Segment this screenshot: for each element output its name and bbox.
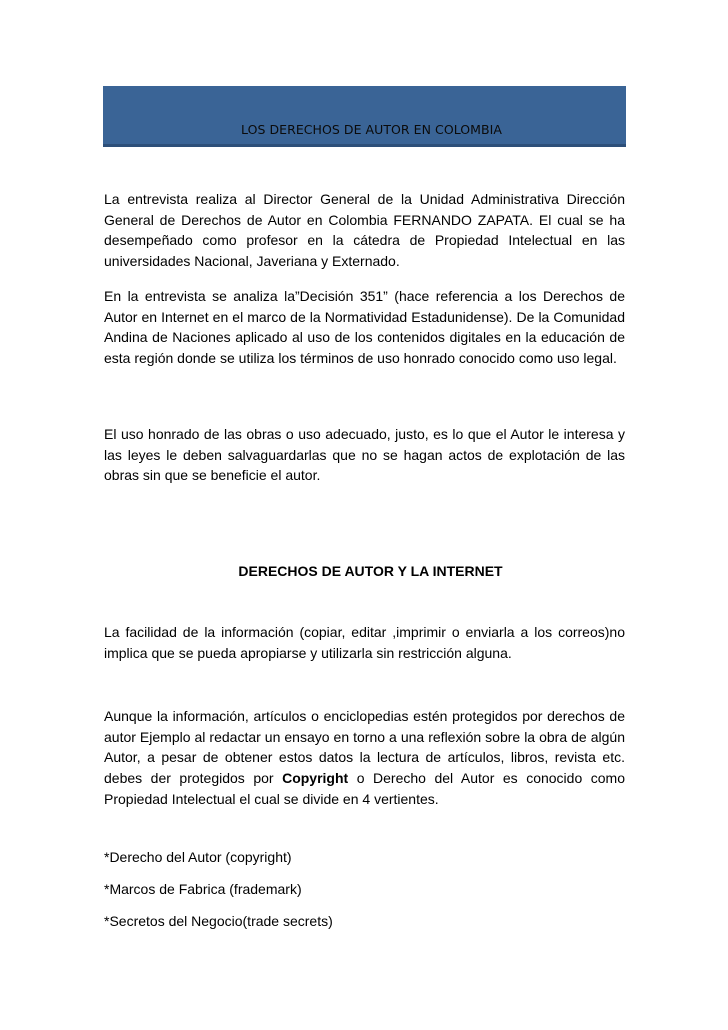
copyright-term: Copyright bbox=[282, 770, 349, 787]
paragraph-decision-351 bbox=[104, 286, 625, 369]
paragraph-uso-honrado bbox=[104, 424, 625, 486]
list-item: *Derecho del Autor (copyright) bbox=[104, 849, 292, 865]
paragraph-text: La entrevista realiza al Director General de la Unidad Administrativa Dirección General de Derechos de Autor en Colombia FERNANDO ZAPATA. El cual se ha desempeñado como profesor en la cátedra de Propiedad Intelectual en las universidades Nacional, Javeriana y Externado. bbox=[104, 191, 625, 270]
list-item: *Marcos de Fabrica (frademark) bbox=[104, 881, 302, 897]
list-item: *Secretos del Negocio(trade secrets) bbox=[104, 913, 333, 929]
section-heading: DERECHOS DE AUTOR Y LA INTERNET bbox=[238, 563, 503, 579]
paragraph-text: El uso honrado de las obras o uso adecuado, justo, es lo que el Autor le interesa y las leyes le deben salvaguardarlas que no se hagan actos de explotación de las obras sin que se beneficie el autor. bbox=[104, 426, 625, 484]
paragraph-facilidad bbox=[104, 622, 625, 663]
paragraph-intro bbox=[104, 189, 625, 272]
paragraph-text: En la entrevista se analiza la”Decisión 351” (hace referencia a los Derechos de Autor en Internet en el marco de la Normatividad Estadunidense). De la Comunidad Andina de Naciones aplicado al uso de los contenidos digitales en la educación de esta región donde se utiliza los términos de uso honrado conocido como uso legal. bbox=[104, 288, 625, 367]
document-title: LOS DERECHOS DE AUTOR EN COLOMBIA bbox=[241, 122, 502, 137]
title-banner bbox=[103, 86, 626, 147]
paragraph-text-part: o Derecho del Autor es conocido como Propiedad Intelectual el cual se divide en 4 vertientes. bbox=[104, 770, 625, 807]
paragraph-text bbox=[104, 706, 625, 810]
paragraph-text-part: Aunque la información, artículos o enciclopedias estén protegidos por derechos de autor Ejemplo al redactar un ensayo en torno a una reflexión sobre la obra de algún Autor, a pesar de obtener estos datos la lectura de artículos, libros, revista etc. debes der protegidos por bbox=[104, 708, 625, 787]
paragraph-text: La facilidad de la información (copiar, editar ,imprimir o enviarla a los correos)no implica que se pueda apropiarse y utilizarla sin restricción alguna. bbox=[104, 624, 625, 661]
paragraph-copyright bbox=[104, 706, 625, 810]
